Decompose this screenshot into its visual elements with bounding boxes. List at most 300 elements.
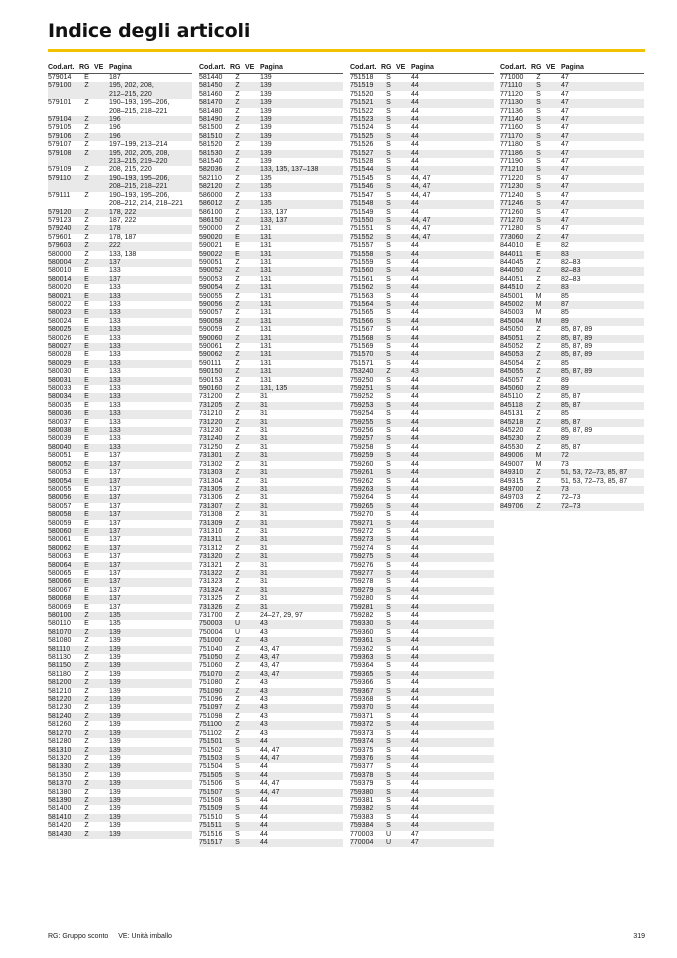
rg-value: S bbox=[386, 116, 391, 124]
page-ref: 89 bbox=[561, 376, 569, 384]
page-ref: 137 bbox=[109, 502, 121, 510]
ve-value bbox=[94, 789, 109, 797]
rg-value: Z bbox=[536, 233, 541, 241]
index-row bbox=[48, 570, 192, 578]
rg-value: E bbox=[84, 569, 89, 577]
article-code: 759274 bbox=[350, 544, 374, 552]
ve-value bbox=[245, 335, 260, 343]
page-ref: 190–193, 195–206, 208–215, 218–221 bbox=[109, 99, 170, 115]
page-ref: 131, 135 bbox=[260, 385, 288, 393]
page-ref: 44 bbox=[411, 258, 419, 266]
page-ref: 24–27, 29, 97 bbox=[260, 612, 303, 619]
page-ref: 44 bbox=[411, 460, 419, 468]
article-code: 751519 bbox=[350, 82, 374, 90]
article-code: 759382 bbox=[350, 805, 374, 813]
ve-value bbox=[396, 629, 411, 637]
page-ref: 44 bbox=[411, 284, 419, 292]
rg-value: E bbox=[84, 385, 89, 393]
rg-value: S bbox=[386, 250, 391, 258]
article-code: 580063 bbox=[48, 553, 72, 561]
ve-value bbox=[546, 402, 561, 410]
page-ref: 44 bbox=[411, 477, 419, 485]
rg-value: S bbox=[386, 519, 391, 527]
rg-value: M bbox=[535, 460, 542, 468]
article-code: 581470 bbox=[199, 99, 223, 107]
index-row bbox=[48, 82, 192, 99]
index-row bbox=[350, 251, 494, 259]
index-row bbox=[350, 99, 494, 107]
ve-value bbox=[546, 360, 561, 368]
page-ref: 31 bbox=[260, 603, 268, 611]
rg-value: S bbox=[386, 780, 391, 788]
index-row bbox=[500, 217, 644, 225]
article-code: 579109 bbox=[48, 166, 72, 174]
ve-value bbox=[396, 755, 411, 763]
rg-value: E bbox=[84, 284, 89, 292]
index-row bbox=[199, 688, 343, 696]
page-ref: 47 bbox=[561, 208, 569, 216]
article-code: 751551 bbox=[350, 225, 374, 233]
rg-value: S bbox=[386, 561, 391, 569]
page-ref: 31 bbox=[260, 511, 268, 519]
rg-value: S bbox=[536, 116, 541, 124]
article-code: 581130 bbox=[48, 654, 71, 662]
index-row bbox=[350, 402, 494, 410]
page-ref: 139 bbox=[260, 149, 272, 157]
index-row bbox=[350, 301, 494, 309]
rg-value: Z bbox=[84, 662, 89, 670]
article-code: 751517 bbox=[199, 838, 223, 846]
rg-value: S bbox=[536, 90, 541, 98]
article-code: 590022 bbox=[199, 250, 223, 258]
index-row bbox=[350, 108, 494, 116]
ve-value bbox=[94, 141, 109, 149]
index-row bbox=[48, 772, 192, 780]
ve-value bbox=[94, 377, 109, 385]
page-ref: 131 bbox=[260, 242, 272, 250]
rg-value: Z bbox=[235, 334, 240, 342]
ve-value bbox=[396, 444, 411, 452]
ve-value bbox=[94, 259, 109, 267]
ve-value bbox=[94, 646, 109, 654]
page-ref: 139 bbox=[109, 771, 121, 779]
page-ref: 31 bbox=[260, 485, 268, 493]
rg-value: Z bbox=[235, 225, 240, 233]
page-ref: 133 bbox=[109, 393, 121, 401]
page-ref: 44 bbox=[411, 82, 419, 90]
page-ref: 44 bbox=[411, 469, 419, 477]
header-page: Pagina bbox=[561, 64, 584, 71]
page-ref: 44 bbox=[411, 561, 419, 569]
ve-value bbox=[546, 82, 561, 90]
index-row bbox=[350, 620, 494, 628]
rg-value: Z bbox=[536, 326, 541, 334]
ve-value bbox=[245, 402, 260, 410]
page-ref: 44 bbox=[411, 645, 419, 653]
page-ref: 43, 47 bbox=[260, 654, 280, 662]
index-row bbox=[199, 755, 343, 763]
index-row bbox=[48, 528, 192, 536]
article-code: 590059 bbox=[199, 326, 223, 334]
ve-value bbox=[396, 503, 411, 511]
rg-value: Z bbox=[235, 267, 240, 275]
index-row bbox=[500, 141, 644, 149]
ve-value bbox=[94, 696, 109, 704]
rg-value: Z bbox=[235, 74, 240, 81]
ve-value bbox=[396, 486, 411, 494]
ve-value bbox=[396, 570, 411, 578]
article-code: 751518 bbox=[350, 74, 374, 81]
page-ref: 133 bbox=[109, 435, 121, 443]
page-ref: 44 bbox=[411, 553, 419, 561]
article-code: 771270 bbox=[500, 216, 524, 224]
page-ref: 187, 222 bbox=[109, 216, 137, 224]
ve-value bbox=[546, 74, 561, 82]
ve-value bbox=[396, 343, 411, 351]
article-code: 844510 bbox=[500, 284, 524, 292]
index-row bbox=[199, 351, 343, 359]
ve-value bbox=[396, 789, 411, 797]
article-code: 580065 bbox=[48, 569, 72, 577]
rg-value: Z bbox=[84, 654, 89, 662]
ve-value bbox=[245, 251, 260, 259]
ve-value bbox=[94, 620, 109, 628]
rg-value: Z bbox=[235, 166, 240, 174]
rg-value: Z bbox=[235, 410, 240, 418]
rg-value: S bbox=[235, 838, 240, 846]
index-row bbox=[350, 587, 494, 595]
article-code: 731205 bbox=[199, 401, 223, 409]
page-ref: 44 bbox=[411, 754, 419, 762]
article-code: 579120 bbox=[48, 208, 72, 216]
page-ref: 44 bbox=[411, 74, 419, 81]
article-code: 759259 bbox=[350, 452, 374, 460]
ve-value bbox=[396, 528, 411, 536]
page-ref: 31 bbox=[260, 595, 268, 603]
ve-value bbox=[546, 225, 561, 233]
index-row bbox=[199, 293, 343, 301]
page-ref: 137 bbox=[109, 586, 121, 594]
ve-value bbox=[94, 225, 109, 233]
rg-value: S bbox=[386, 242, 391, 250]
index-row bbox=[199, 393, 343, 401]
page-ref: 44 bbox=[411, 569, 419, 577]
article-code: 771230 bbox=[500, 183, 524, 191]
page-ref: 44 bbox=[411, 300, 419, 308]
ve-value bbox=[94, 385, 109, 393]
article-code: 759254 bbox=[350, 410, 374, 418]
article-code: 586150 bbox=[199, 216, 223, 224]
index-row bbox=[48, 335, 192, 343]
index-row bbox=[350, 175, 494, 183]
page-ref: 44 bbox=[411, 586, 419, 594]
page-ref: 47 bbox=[561, 124, 569, 132]
ve-value bbox=[94, 486, 109, 494]
page-ref: 31 bbox=[260, 401, 268, 409]
rg-value: S bbox=[386, 712, 391, 720]
index-row bbox=[350, 461, 494, 469]
article-code: 751571 bbox=[350, 359, 374, 367]
index-row bbox=[199, 822, 343, 830]
ve-value bbox=[94, 351, 109, 359]
ve-value bbox=[245, 604, 260, 612]
article-code: 845118 bbox=[500, 401, 523, 409]
page-ref: 133 bbox=[260, 191, 272, 199]
article-code: 580023 bbox=[48, 309, 72, 317]
page-ref: 196 bbox=[109, 124, 121, 132]
rg-value: S bbox=[235, 813, 240, 821]
page-ref: 44 bbox=[411, 401, 419, 409]
index-row bbox=[48, 604, 192, 612]
rg-value: S bbox=[536, 183, 541, 191]
page-ref: 85, 87, 89 bbox=[561, 351, 593, 359]
ve-value bbox=[245, 82, 260, 90]
rg-value: S bbox=[386, 233, 391, 241]
rg-value: Z bbox=[536, 393, 541, 401]
page-ref: 131 bbox=[260, 376, 272, 384]
page-ref: 139 bbox=[109, 746, 121, 754]
ve-value bbox=[396, 158, 411, 166]
page-ref: 139 bbox=[109, 796, 121, 804]
page-ref: 44 bbox=[260, 838, 268, 846]
rg-value: Z bbox=[235, 174, 240, 182]
rg-value: S bbox=[235, 822, 240, 830]
page-ref: 131 bbox=[260, 250, 272, 258]
index-row bbox=[199, 721, 343, 729]
index-row bbox=[48, 646, 192, 654]
rg-value: S bbox=[536, 99, 541, 107]
column-header bbox=[48, 64, 192, 74]
index-row bbox=[500, 385, 644, 393]
article-code: 751511 bbox=[199, 822, 222, 830]
page-ref: 73 bbox=[561, 485, 569, 493]
article-code: 845004 bbox=[500, 317, 524, 325]
page-ref: 197–199, 213–214 bbox=[109, 141, 168, 149]
page-ref: 44, 47 bbox=[260, 780, 280, 788]
index-row bbox=[199, 183, 343, 191]
article-code: 845060 bbox=[500, 385, 524, 393]
article-code: 580066 bbox=[48, 578, 72, 586]
rg-value: Z bbox=[235, 485, 240, 493]
article-code: 751557 bbox=[350, 242, 374, 250]
ve-value bbox=[94, 578, 109, 586]
ve-value bbox=[396, 225, 411, 233]
article-code: 580014 bbox=[48, 275, 72, 283]
index-row bbox=[48, 578, 192, 586]
page-ref: 47 bbox=[561, 116, 569, 124]
rg-value: Z bbox=[235, 519, 240, 527]
page-ref: 43 bbox=[260, 721, 268, 729]
rg-value: E bbox=[84, 435, 89, 443]
article-code: 759265 bbox=[350, 502, 374, 510]
article-code: 590057 bbox=[199, 309, 223, 317]
article-code: 580024 bbox=[48, 317, 72, 325]
page-ref: 44 bbox=[411, 813, 419, 821]
ve-value bbox=[245, 831, 260, 839]
article-code: 845052 bbox=[500, 343, 524, 350]
article-code: 751522 bbox=[350, 107, 374, 115]
article-code: 731307 bbox=[199, 502, 223, 510]
ve-value bbox=[245, 570, 260, 578]
page-ref: 82–83 bbox=[561, 267, 581, 275]
index-row bbox=[350, 209, 494, 217]
footer-ve-legend: VE: Unità imballo bbox=[118, 933, 172, 940]
page-ref: 44 bbox=[411, 334, 419, 342]
ve-value bbox=[94, 427, 109, 435]
page-ref: 131 bbox=[260, 343, 272, 350]
rg-value: S bbox=[386, 74, 391, 81]
index-row bbox=[350, 259, 494, 267]
column-header bbox=[350, 64, 494, 74]
rg-value: S bbox=[386, 788, 391, 796]
ve-value bbox=[396, 520, 411, 528]
page-ref: 44 bbox=[411, 107, 419, 115]
ve-value bbox=[396, 284, 411, 292]
article-code: 580110 bbox=[48, 620, 71, 628]
article-code: 759379 bbox=[350, 780, 374, 788]
article-code: 844045 bbox=[500, 258, 524, 266]
rg-value: S bbox=[386, 813, 391, 821]
article-code: 580030 bbox=[48, 368, 72, 376]
index-row bbox=[48, 536, 192, 544]
index-row bbox=[199, 545, 343, 553]
rg-value: Z bbox=[84, 116, 89, 124]
index-row bbox=[350, 595, 494, 603]
index-row bbox=[199, 335, 343, 343]
index-row bbox=[350, 419, 494, 427]
rg-value: E bbox=[84, 74, 89, 81]
index-row bbox=[350, 704, 494, 712]
index-row bbox=[500, 461, 644, 469]
rg-value: Z bbox=[536, 74, 541, 81]
article-code: 759278 bbox=[350, 578, 374, 586]
rg-value: S bbox=[536, 174, 541, 182]
ve-value bbox=[245, 696, 260, 704]
rg-value: S bbox=[386, 300, 391, 308]
index-row bbox=[199, 360, 343, 368]
article-code: 751552 bbox=[350, 233, 374, 241]
page-ref: 137 bbox=[109, 527, 121, 535]
article-code: 590000 bbox=[199, 225, 223, 233]
article-code: 731311 bbox=[199, 536, 222, 544]
page-ref: 133 bbox=[109, 351, 121, 359]
page-ref: 137 bbox=[109, 460, 121, 468]
page-ref: 133 bbox=[109, 385, 121, 393]
header-page: Pagina bbox=[109, 64, 132, 71]
page-ref: 44 bbox=[411, 443, 419, 451]
rg-value: Z bbox=[84, 830, 89, 838]
rg-value: Z bbox=[84, 132, 89, 140]
rg-value: Z bbox=[386, 368, 391, 376]
ve-value bbox=[396, 141, 411, 149]
index-row bbox=[500, 503, 644, 511]
page-ref: 44 bbox=[411, 628, 419, 636]
article-code: 845003 bbox=[500, 309, 524, 317]
article-code: 751565 bbox=[350, 309, 374, 317]
ve-value bbox=[245, 780, 260, 788]
rg-value: Z bbox=[235, 309, 240, 317]
ve-value bbox=[396, 377, 411, 385]
ve-value bbox=[94, 528, 109, 536]
ve-value bbox=[94, 688, 109, 696]
article-code: 731309 bbox=[199, 519, 223, 527]
rg-value: E bbox=[235, 250, 240, 258]
index-column-1 bbox=[48, 64, 192, 839]
article-code: 759381 bbox=[350, 796, 374, 804]
index-row bbox=[350, 217, 494, 225]
ve-value bbox=[245, 301, 260, 309]
page-ref: 196 bbox=[109, 116, 121, 124]
rg-value: E bbox=[84, 469, 89, 477]
article-code: 845131 bbox=[500, 410, 524, 418]
article-code: 845001 bbox=[500, 292, 524, 300]
page-ref: 178, 222 bbox=[109, 208, 137, 216]
index-row bbox=[199, 461, 343, 469]
index-row bbox=[48, 284, 192, 292]
page-ref: 44 bbox=[411, 662, 419, 670]
index-row bbox=[199, 730, 343, 738]
rg-value: E bbox=[84, 452, 89, 460]
rg-value: S bbox=[386, 292, 391, 300]
article-code: 731326 bbox=[199, 603, 223, 611]
article-code: 771220 bbox=[500, 174, 524, 182]
rg-value: E bbox=[84, 309, 89, 317]
rg-value: S bbox=[536, 149, 541, 157]
rg-value: S bbox=[235, 805, 240, 813]
rg-value: Z bbox=[235, 729, 240, 737]
rg-value: Z bbox=[235, 645, 240, 653]
index-row bbox=[48, 452, 192, 460]
rg-value: S bbox=[235, 830, 240, 838]
index-row bbox=[500, 116, 644, 124]
title-rule bbox=[48, 49, 645, 52]
page-ref: 44 bbox=[411, 679, 419, 687]
ve-value bbox=[245, 141, 260, 149]
rg-value: Z bbox=[235, 124, 240, 132]
article-code: 579100 bbox=[48, 82, 72, 90]
ve-value bbox=[396, 696, 411, 704]
page-ref: 85, 87, 89 bbox=[561, 368, 593, 376]
rg-value: S bbox=[386, 578, 391, 586]
index-row bbox=[48, 545, 192, 553]
rg-value: Z bbox=[235, 477, 240, 485]
index-row bbox=[48, 704, 192, 712]
rg-value: Z bbox=[84, 258, 89, 266]
article-code: 731240 bbox=[199, 435, 223, 443]
page-ref: 44 bbox=[260, 771, 268, 779]
ve-value bbox=[245, 730, 260, 738]
page-ref: 44 bbox=[411, 158, 419, 166]
rg-value: S bbox=[386, 107, 391, 115]
article-code: 751100 bbox=[199, 721, 222, 729]
article-code: 759360 bbox=[350, 628, 374, 636]
index-row bbox=[48, 738, 192, 746]
index-row bbox=[199, 74, 343, 82]
page-ref: 137 bbox=[109, 258, 121, 266]
index-row bbox=[48, 141, 192, 149]
index-row bbox=[199, 326, 343, 334]
ve-value bbox=[94, 335, 109, 343]
index-row bbox=[48, 511, 192, 519]
ve-value bbox=[245, 166, 260, 174]
index-row bbox=[48, 166, 192, 174]
rg-value: S bbox=[386, 174, 391, 182]
article-code: 771110 bbox=[500, 82, 523, 90]
page-ref: 44 bbox=[411, 712, 419, 720]
rg-value: Z bbox=[84, 637, 89, 645]
index-row bbox=[199, 486, 343, 494]
ve-value bbox=[546, 141, 561, 149]
